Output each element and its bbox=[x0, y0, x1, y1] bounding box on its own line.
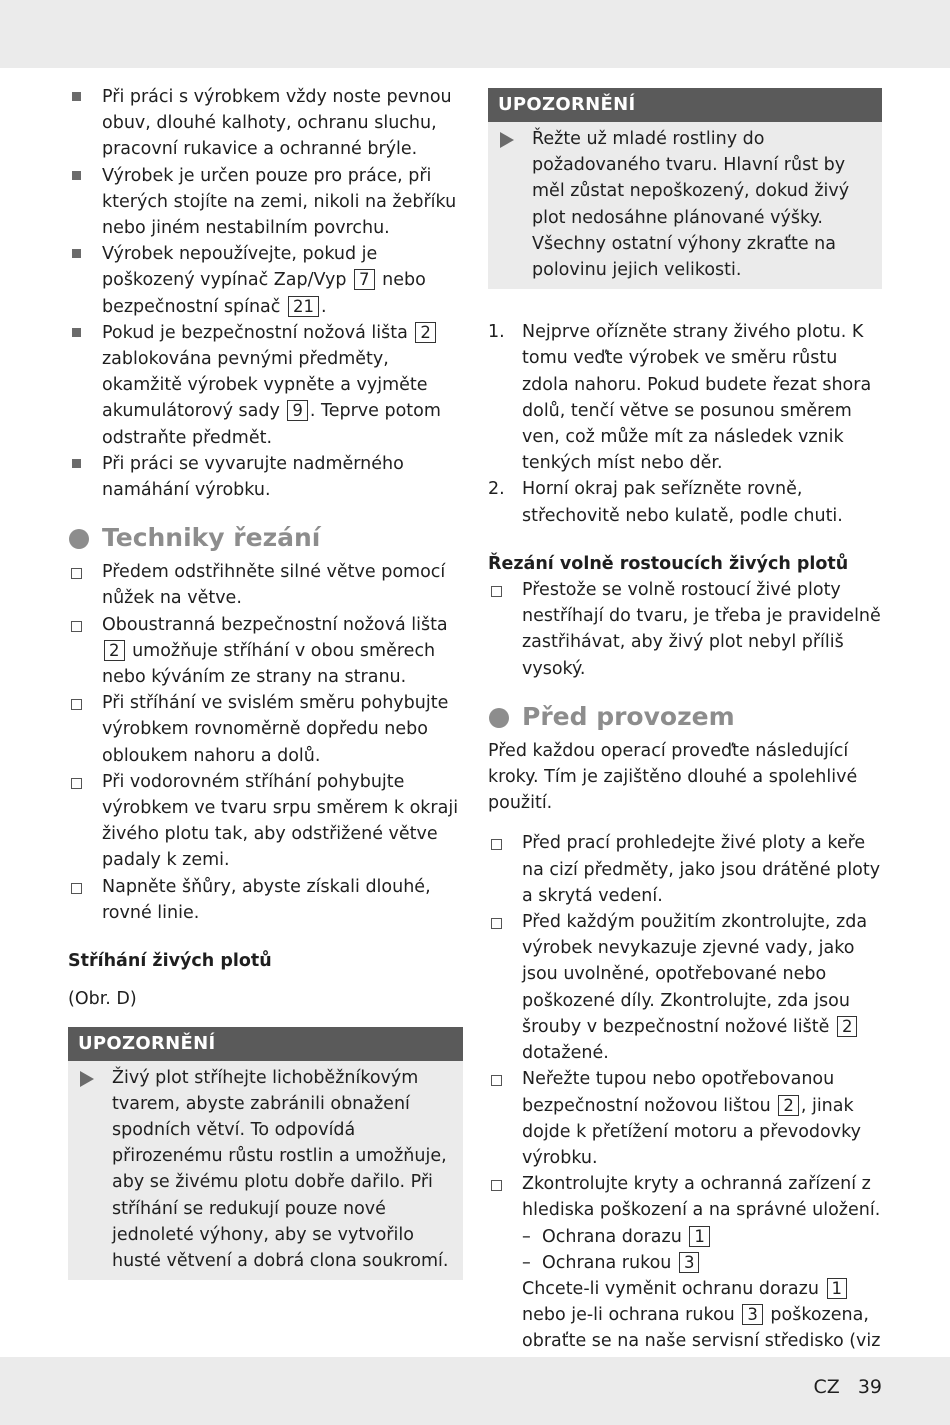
part-ref: 3 bbox=[679, 1252, 700, 1273]
list-item: Při práci s výrobkem vždy noste pevnou obuv, dlouhé kalhoty, ochranu sluchu, pracovní rukavice a ochranné brýle. bbox=[68, 84, 463, 163]
list-item: Před každým použitím zkontrolujte, zda výrobek nevykazuje zjevné vady, jako jsou uvolněné, opotřebované nebo poškozené díly. Zkontrolujte, zda jsou šrouby v bezpečnostní nožové liště 2 dotažené. bbox=[488, 909, 882, 1066]
list-item: Při vodorovném stříhání pohybujte výrobkem ve tvaru srpu směrem k okraji živého plotu tak, aby odstřižené větve padaly k zemi. bbox=[68, 769, 463, 874]
list-item: Zkontrolujte kryty a ochranná zařízení z hlediska poškození a na správné uložení. – Ochrana dorazu 1 – Ochrana rukou 3 Chcete-li vyměnit ochranu dorazu 1 nebo je-li ochrana rukou 3 poškozena, obraťte se na naše servisní středisko (viz bbox=[488, 1171, 882, 1381]
language-code: CZ bbox=[813, 1376, 840, 1398]
circle-bullet-icon bbox=[489, 708, 509, 728]
bottom-band bbox=[0, 1357, 950, 1425]
dash-marker: – bbox=[522, 1226, 531, 1247]
list-item: Před prací prohledejte živé ploty a keře na cizí předměty, jako jsou drátěné ploty a skrytá vedení. bbox=[488, 830, 882, 909]
triangle-arrow-icon bbox=[500, 132, 514, 148]
checkbox-bullet-icon bbox=[71, 621, 82, 632]
list-item: Napněte šňůry, abyste získali dlouhé, rovné linie. bbox=[68, 874, 463, 926]
warning-title: UPOZORNĚNÍ bbox=[68, 1027, 463, 1061]
warning-title: UPOZORNĚNÍ bbox=[488, 88, 882, 122]
warning-body: Řežte už mladé rostliny do požadovaného tvaru. Hlavní růst by měl zůstat nepoškozený, dokud živý plot nedosáhne plánované výšky. Všechny ostatní výhony zkraťte na polovinu jejich velikosti. bbox=[488, 122, 882, 289]
list-item: Oboustranná bezpečnostní nožová lišta 2 umožňuje stříhání v obou směrech nebo kýváním ze strany na stranu. bbox=[68, 612, 463, 691]
preparation-list bbox=[488, 830, 882, 1380]
list-item: Přestože se volně rostoucí živé ploty nestříhají do tvaru, je třeba je pravidelně zastřihávat, aby živý plot nebyl příliš vysoký. bbox=[488, 577, 882, 682]
section-heading: Techniky řezání bbox=[68, 521, 463, 555]
checkbox-bullet-icon bbox=[491, 918, 502, 929]
list-item: Při práci se vyvarujte nadměrného namáhání výrobku. bbox=[68, 451, 463, 503]
part-ref: 1 bbox=[827, 1278, 848, 1299]
checkbox-bullet-icon bbox=[491, 839, 502, 850]
square-bullet-icon bbox=[72, 328, 81, 337]
steps-list bbox=[488, 319, 882, 529]
step-number: 1. bbox=[488, 322, 505, 343]
warning-box bbox=[488, 88, 882, 289]
checkbox-bullet-icon bbox=[71, 883, 82, 894]
part-ref: 2 bbox=[837, 1016, 858, 1037]
part-ref: 2 bbox=[778, 1095, 799, 1116]
list-item: Neřežte tupou nebo opotřebovanou bezpečnostní nožovou lištou 2 , jinak dojde k přetížení motoru a převodovky výrobku. bbox=[488, 1066, 882, 1171]
closing-note: Chcete-li vyměnit ochranu dorazu 1 nebo je-li ochrana rukou 3 poškozena, obraťte se na naše servisní středisko (viz bbox=[522, 1278, 881, 1352]
dash-marker: – bbox=[522, 1252, 531, 1273]
page-number: 39 bbox=[857, 1376, 882, 1398]
subheading: Řezání volně rostoucích živých plotů bbox=[488, 553, 849, 574]
circle-bullet-icon bbox=[69, 529, 89, 549]
square-bullet-icon bbox=[72, 459, 81, 468]
list-item: Výrobek nepoužívejte, pokud je poškozený vypínač Zap/Vyp 7 nebo bezpečnostní spínač 21 . bbox=[68, 241, 463, 320]
top-band bbox=[0, 0, 950, 68]
right-column bbox=[488, 84, 882, 1381]
checkbox-bullet-icon bbox=[491, 586, 502, 597]
part-ref: 2 bbox=[415, 322, 436, 343]
part-ref: 7 bbox=[354, 269, 375, 290]
list-item: Při stříhání ve svislém směru pohybujte výrobkem rovnoměrně dopředu nebo obloukem nahoru a dolů. bbox=[68, 690, 463, 769]
part-ref: 3 bbox=[742, 1304, 763, 1325]
square-bullet-icon bbox=[72, 171, 81, 180]
square-bullet-icon bbox=[72, 92, 81, 101]
list-item: Předem odstřihněte silné větve pomocí nůžek na větve. bbox=[68, 559, 463, 611]
intro-paragraph: Před každou operací proveďte následující kroky. Tím je zajištěno dlouhé a spolehlivé použití. bbox=[488, 740, 858, 814]
triangle-arrow-icon bbox=[80, 1071, 94, 1087]
checkbox-bullet-icon bbox=[491, 1180, 502, 1191]
technique-list bbox=[68, 559, 463, 926]
warning-body: Živý plot stříhejte lichoběžníkovým tvarem, abyste zabránili obnažení spodních větví. To odpovídá přirozenému růstu rostlin a umožňuje, aby se živému plotu dobře dařilo. Při stříhání se redukují pouze nové jednoleté výhony, aby se vytvořilo husté větvení a dobrá clona soukromí. bbox=[68, 1061, 463, 1281]
warning-box bbox=[68, 1027, 463, 1281]
subheading: Stříhání živých plotů bbox=[68, 951, 272, 972]
safety-list bbox=[68, 84, 463, 503]
figure-reference: (Obr. D) bbox=[68, 989, 137, 1010]
part-ref: 9 bbox=[287, 400, 308, 421]
left-column bbox=[68, 84, 463, 1280]
sub-item: – Ochrana rukou 3 bbox=[522, 1250, 882, 1276]
checkbox-bullet-icon bbox=[491, 1075, 502, 1086]
checkbox-bullet-icon bbox=[71, 778, 82, 789]
page-footer bbox=[814, 1376, 882, 1398]
part-ref: 21 bbox=[288, 296, 319, 317]
section-heading: Před provozem bbox=[488, 700, 882, 734]
list-item: 2. Horní okraj pak seřízněte rovně, střechovitě nebo kulatě, podle chuti. bbox=[488, 476, 882, 528]
sub-item: – Ochrana dorazu 1 bbox=[522, 1224, 882, 1250]
list-item: 1. Nejprve ořízněte strany živého plotu. K tomu veďte výrobek ve směru růstu zdola nahoru. Pokud budete řezat shora dolů, tenčí větve se posunou směrem ven, což může mít za následek vznik tenkých míst nebo děr. bbox=[488, 319, 882, 476]
checkbox-bullet-icon bbox=[71, 699, 82, 710]
step-number: 2. bbox=[488, 479, 505, 500]
checkbox-bullet-icon bbox=[71, 568, 82, 579]
list-item: Pokud je bezpečnostní nožová lišta 2 zablokována pevnými předměty, okamžitě výrobek vypněte a vyjměte akumulátorový sady 9 . Teprve potom odstraňte předmět. bbox=[68, 320, 463, 451]
part-ref: 2 bbox=[104, 640, 125, 661]
list-item: Výrobek je určen pouze pro práce, při kterých stojíte na zemi, nikoli na žebříku nebo jiném nestabilním povrchu. bbox=[68, 163, 463, 242]
square-bullet-icon bbox=[72, 249, 81, 258]
free-hedge-list bbox=[488, 577, 882, 682]
part-ref: 1 bbox=[689, 1226, 710, 1247]
